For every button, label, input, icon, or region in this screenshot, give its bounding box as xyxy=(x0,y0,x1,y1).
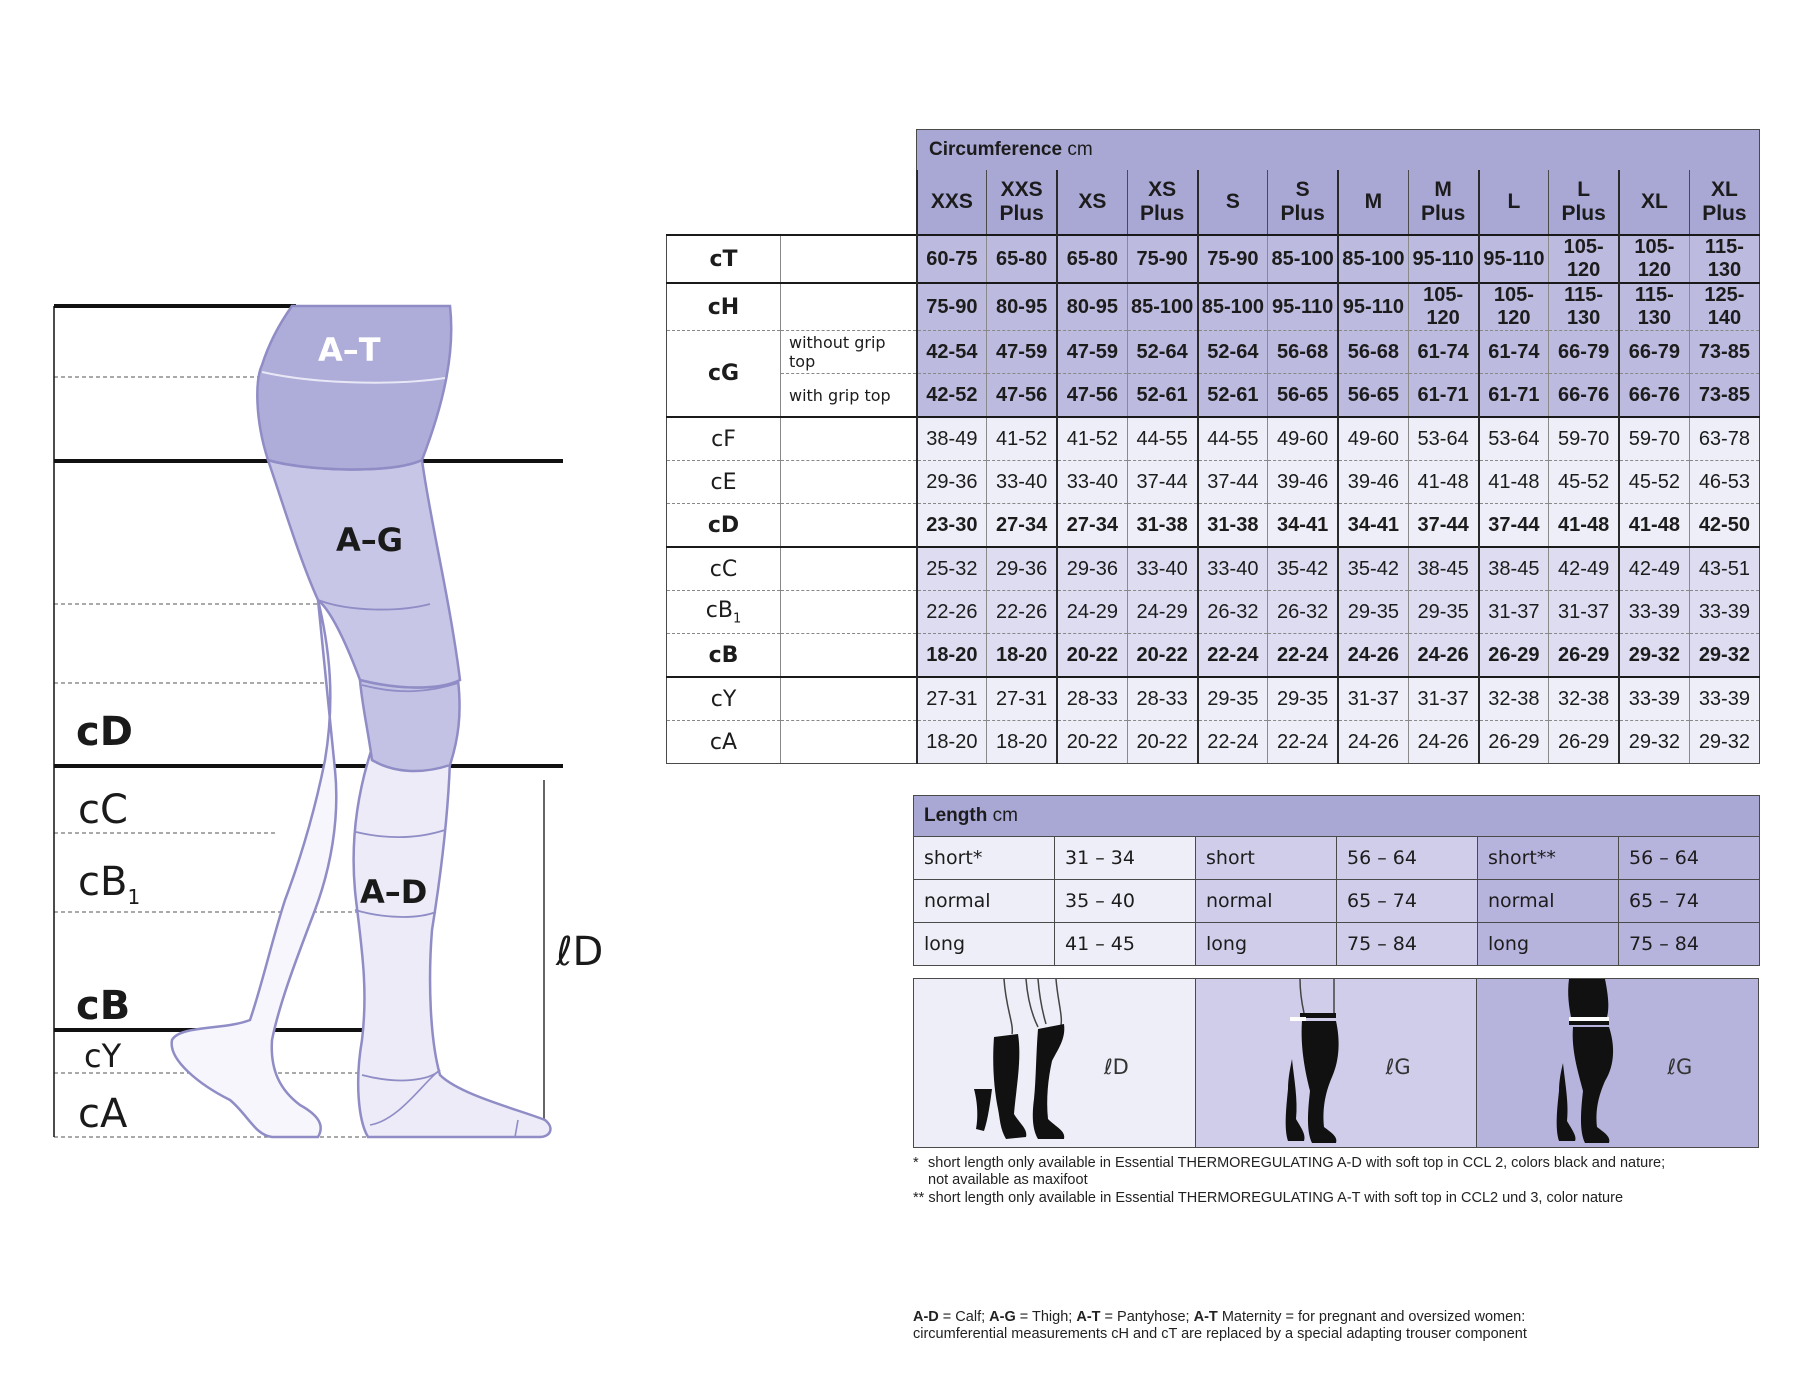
footnote-1-mark: * xyxy=(913,1155,919,1171)
pictogram-pantyhose-label: ℓG xyxy=(1667,1055,1693,1079)
table-cell: 95-110 xyxy=(1479,235,1549,283)
table-cell: 56-68 xyxy=(1268,331,1338,374)
length-type-cell: normal xyxy=(1478,880,1619,923)
length-unit: cm xyxy=(992,805,1018,826)
table-cell: 61-71 xyxy=(1408,374,1478,418)
length-type-cell: long xyxy=(1196,923,1337,966)
legend-at-maternity-text: Maternity = for pregnant and oversized women: xyxy=(1217,1309,1526,1325)
table-cell: 33-40 xyxy=(1057,461,1127,504)
table-cell: 105-120 xyxy=(1479,283,1549,331)
table-cell: 42-49 xyxy=(1549,547,1619,591)
pictogram-thigh-label: ℓG xyxy=(1385,1055,1411,1079)
table-cell: 66-76 xyxy=(1549,374,1619,418)
table-cell: 115-130 xyxy=(1689,235,1759,283)
size-header xyxy=(1549,170,1619,235)
table-cell: 31-37 xyxy=(1408,677,1478,721)
size-name: XL xyxy=(1710,178,1738,201)
thigh-stocking-icon xyxy=(1236,979,1396,1145)
row-label-text: cE xyxy=(710,469,737,495)
length-range-cell: 31 – 34 xyxy=(1055,837,1196,880)
size-plus: Plus xyxy=(1420,202,1466,225)
table-cell: 80-95 xyxy=(1057,283,1127,331)
row-label-ct xyxy=(667,235,781,283)
table-cell: 31-37 xyxy=(1338,677,1408,721)
table-cell: 18-20 xyxy=(917,721,987,764)
footnote-1-text-2: not available as maxifoot xyxy=(928,1172,1088,1188)
length-range-cell: 56 – 64 xyxy=(1619,837,1760,880)
table-cell: 53-64 xyxy=(1479,417,1549,461)
table-cell: 22-26 xyxy=(987,591,1057,634)
table-row xyxy=(667,591,1760,634)
table-cell: 28-33 xyxy=(1057,677,1127,721)
table-cell: 105-120 xyxy=(1619,235,1689,283)
table-cell: 31-38 xyxy=(1198,504,1268,548)
table-cell: 24-29 xyxy=(1127,591,1197,634)
table-cell: 49-60 xyxy=(1268,417,1338,461)
table-cell: 33-40 xyxy=(1127,547,1197,591)
table-cell: 56-65 xyxy=(1338,374,1408,418)
table-cell: 85-100 xyxy=(1198,283,1268,331)
table-cell: 24-26 xyxy=(1408,634,1478,678)
table-cell: 41-48 xyxy=(1479,461,1549,504)
table-row xyxy=(914,837,1760,880)
table-row xyxy=(667,634,1760,678)
table-cell: 95-110 xyxy=(1408,235,1478,283)
table-cell: 27-31 xyxy=(917,677,987,721)
table-cell: 24-26 xyxy=(1338,634,1408,678)
footnote-1-text: short length only available in Essential THERMOREGULATING A-D with soft top in CCL 2, colors black and nature; xyxy=(928,1155,1666,1171)
table-cell: 29-32 xyxy=(1689,634,1759,678)
table-row xyxy=(667,677,1760,721)
table-row xyxy=(667,235,1760,283)
table-row xyxy=(667,461,1760,504)
table-cell: 61-74 xyxy=(1408,331,1478,374)
table-cell: 42-49 xyxy=(1619,547,1689,591)
length-pictogram-strip xyxy=(913,978,1759,1148)
table-row xyxy=(914,923,1760,966)
table-cell: 56-68 xyxy=(1338,331,1408,374)
size-plus: Plus xyxy=(1561,202,1606,225)
table-cell: 75-90 xyxy=(917,283,987,331)
table-cell: 26-29 xyxy=(1479,634,1549,678)
table-cell: 31-37 xyxy=(1549,591,1619,634)
table-cell: 22-24 xyxy=(1198,634,1268,678)
length-range-cell: 65 – 74 xyxy=(1337,880,1478,923)
table-cell: 44-55 xyxy=(1198,417,1268,461)
table-cell: 31-38 xyxy=(1127,504,1197,548)
table-cell: 38-45 xyxy=(1408,547,1478,591)
table-cell: 26-32 xyxy=(1268,591,1338,634)
pictogram-calf xyxy=(914,979,1195,1147)
table-cell: 24-26 xyxy=(1338,721,1408,764)
table-row xyxy=(667,504,1760,548)
table-cell: 61-74 xyxy=(1479,331,1549,374)
table-row xyxy=(914,880,1760,923)
size-header xyxy=(987,170,1057,235)
table-cell: 33-40 xyxy=(1198,547,1268,591)
pantyhose-icon xyxy=(1517,979,1677,1145)
row-label-ca xyxy=(667,721,781,764)
row-label-text: cA xyxy=(709,729,738,755)
table-cell: 125-140 xyxy=(1689,283,1759,331)
circumference-table xyxy=(666,129,1760,764)
table-cell: 31-37 xyxy=(1479,591,1549,634)
table-cell: 18-20 xyxy=(917,634,987,678)
table-cell: 37-44 xyxy=(1198,461,1268,504)
table-cell: 41-48 xyxy=(1408,461,1478,504)
table-cell: 20-22 xyxy=(1057,634,1127,678)
table-cell: 29-35 xyxy=(1268,677,1338,721)
table-cell: 38-45 xyxy=(1479,547,1549,591)
table-cell: 66-79 xyxy=(1619,331,1689,374)
footnote-2: ** short length only available in Essential THERMOREGULATING A-T with soft top in CCL2 und 3, color nature xyxy=(913,1190,1624,1206)
length-title xyxy=(914,796,1760,837)
table-cell: 41-52 xyxy=(1057,417,1127,461)
table-cell: 80-95 xyxy=(987,283,1057,331)
circumference-unit: cm xyxy=(1067,139,1093,160)
table-cell: 73-85 xyxy=(1689,331,1759,374)
row-sublabel-empty xyxy=(781,721,917,764)
length-range-cell: 75 – 84 xyxy=(1619,923,1760,966)
table-cell: 28-33 xyxy=(1127,677,1197,721)
table-cell: 37-44 xyxy=(1408,504,1478,548)
size-header xyxy=(917,170,987,235)
row-label-text: cT xyxy=(709,246,738,272)
table-cell: 49-60 xyxy=(1338,417,1408,461)
row-label-ce xyxy=(667,461,781,504)
table-cell: 26-29 xyxy=(1479,721,1549,764)
size-name: M xyxy=(1364,190,1383,213)
zone-label-ag: A–G xyxy=(336,521,404,559)
table-cell: 18-20 xyxy=(987,634,1057,678)
row-label-cy xyxy=(667,677,781,721)
table-cell: 95-110 xyxy=(1338,283,1408,331)
footnote-1 xyxy=(913,1155,1759,1189)
length-range-cell: 75 – 84 xyxy=(1337,923,1478,966)
table-row xyxy=(667,547,1760,591)
table-row xyxy=(667,331,1760,374)
table-cell: 32-38 xyxy=(1479,677,1549,721)
legend-ag: A-G xyxy=(989,1309,1016,1325)
size-header-row xyxy=(667,170,1760,235)
table-cell: 61-71 xyxy=(1479,374,1549,418)
length-type-cell: long xyxy=(1478,923,1619,966)
table-row xyxy=(667,283,1760,331)
length-type-cell: short xyxy=(1196,837,1337,880)
table-cell: 105-120 xyxy=(1549,235,1619,283)
size-plus: Plus xyxy=(1139,202,1185,225)
table-cell: 22-26 xyxy=(917,591,987,634)
table-cell: 38-49 xyxy=(917,417,987,461)
row-sublabel-empty xyxy=(781,591,917,634)
table-cell: 33-39 xyxy=(1689,591,1759,634)
size-plus: Plus xyxy=(1702,202,1747,225)
table-cell: 22-24 xyxy=(1268,634,1338,678)
table-cell: 34-41 xyxy=(1268,504,1338,548)
size-name: S xyxy=(1225,190,1240,213)
level-label-cb1-base: cB xyxy=(78,859,128,905)
length-type-cell: long xyxy=(914,923,1055,966)
table-cell: 75-90 xyxy=(1127,235,1197,283)
table-cell: 85-100 xyxy=(1268,235,1338,283)
calf-stocking-icon xyxy=(954,979,1114,1145)
table-cell: 56-65 xyxy=(1268,374,1338,418)
table-cell: 22-24 xyxy=(1198,721,1268,764)
row-label-text: cC xyxy=(709,556,738,582)
length-body xyxy=(914,837,1760,966)
table-cell: 35-42 xyxy=(1268,547,1338,591)
table-cell: 26-32 xyxy=(1198,591,1268,634)
table-cell: 73-85 xyxy=(1689,374,1759,418)
table-cell: 43-51 xyxy=(1689,547,1759,591)
length-type-cell: normal xyxy=(914,880,1055,923)
table-cell: 39-46 xyxy=(1268,461,1338,504)
length-type-cell: short* xyxy=(914,837,1055,880)
table-cell: 66-79 xyxy=(1549,331,1619,374)
table-cell: 26-29 xyxy=(1549,634,1619,678)
level-label-ca: cA xyxy=(78,1091,128,1137)
table-cell: 65-80 xyxy=(1057,235,1127,283)
table-cell: 35-42 xyxy=(1338,547,1408,591)
size-header xyxy=(1408,170,1478,235)
table-cell: 32-38 xyxy=(1549,677,1619,721)
row-label-text: cF xyxy=(711,426,736,452)
table-cell: 95-110 xyxy=(1268,283,1338,331)
table-cell: 59-70 xyxy=(1619,417,1689,461)
circumference-body xyxy=(667,235,1760,764)
table-cell: 29-32 xyxy=(1619,721,1689,764)
legend-at: A-T xyxy=(1076,1309,1101,1325)
table-cell: 42-50 xyxy=(1689,504,1759,548)
table-cell: 27-34 xyxy=(987,504,1057,548)
table-cell: 65-80 xyxy=(987,235,1057,283)
size-header xyxy=(1338,170,1408,235)
table-cell: 24-29 xyxy=(1057,591,1127,634)
table-cell: 26-29 xyxy=(1549,721,1619,764)
table-cell: 34-41 xyxy=(1338,504,1408,548)
size-name: XXS xyxy=(1000,178,1043,201)
table-cell: 105-120 xyxy=(1408,283,1478,331)
table-cell: 29-35 xyxy=(1408,591,1478,634)
legend-at-text: = Pantyhose; xyxy=(1100,1309,1194,1325)
table-cell: 85-100 xyxy=(1338,235,1408,283)
size-plus: Plus xyxy=(1280,202,1325,225)
table-cell: 45-52 xyxy=(1619,461,1689,504)
legend-ad: A-D xyxy=(913,1309,939,1325)
pictogram-thigh xyxy=(1195,979,1477,1147)
level-label-cb1-sub: 1 xyxy=(127,885,141,909)
table-cell: 27-31 xyxy=(987,677,1057,721)
length-range-cell: 65 – 74 xyxy=(1619,880,1760,923)
table-cell: 22-24 xyxy=(1268,721,1338,764)
table-row xyxy=(667,721,1760,764)
length-table xyxy=(913,795,1760,966)
table-cell: 115-130 xyxy=(1549,283,1619,331)
table-cell: 33-39 xyxy=(1619,677,1689,721)
size-name: L xyxy=(1577,178,1591,201)
table-cell: 42-54 xyxy=(917,331,987,374)
row-sublabel-empty xyxy=(781,634,917,678)
size-header xyxy=(1198,170,1268,235)
row-sublabel-cg: with grip top xyxy=(781,374,917,418)
table-cell: 85-100 xyxy=(1127,283,1197,331)
level-label-cc: cC xyxy=(78,787,128,833)
row-label-cd xyxy=(667,504,781,548)
table-cell: 63-78 xyxy=(1689,417,1759,461)
legend-ag-text: = Thigh; xyxy=(1015,1309,1077,1325)
legend-at-maternity: A-T xyxy=(1193,1309,1218,1325)
length-type-cell: short** xyxy=(1478,837,1619,880)
row-label-text: cB xyxy=(708,642,739,668)
size-name: XXS xyxy=(930,190,973,213)
size-header xyxy=(1619,170,1689,235)
table-cell: 29-35 xyxy=(1338,591,1408,634)
table-cell: 41-52 xyxy=(987,417,1057,461)
row-label-text: cY xyxy=(710,686,737,712)
length-title-text: Length xyxy=(924,805,988,826)
table-cell: 25-32 xyxy=(917,547,987,591)
pictogram-calf-label: ℓD xyxy=(1104,1055,1129,1079)
size-name: S xyxy=(1295,178,1310,201)
legend-ad-text: = Calf; xyxy=(938,1309,990,1325)
table-cell: 41-48 xyxy=(1549,504,1619,548)
table-cell: 29-36 xyxy=(1057,547,1127,591)
row-sublabel-empty xyxy=(781,677,917,721)
zone-label-ad: A–D xyxy=(360,873,428,911)
size-name: M xyxy=(1434,178,1452,201)
table-cell: 37-44 xyxy=(1127,461,1197,504)
table-cell: 29-36 xyxy=(987,547,1057,591)
size-name: XS xyxy=(1078,190,1107,213)
size-name: XS xyxy=(1148,178,1177,201)
table-cell: 29-36 xyxy=(917,461,987,504)
level-label-cy: cY xyxy=(84,1037,122,1075)
table-cell: 20-22 xyxy=(1127,721,1197,764)
table-cell: 53-64 xyxy=(1408,417,1478,461)
row-sublabel-empty xyxy=(781,417,917,461)
size-name: L xyxy=(1507,190,1521,213)
circumference-title-text: Circumference xyxy=(929,139,1063,160)
row-label-ch xyxy=(667,283,781,331)
table-cell: 60-75 xyxy=(917,235,987,283)
row-sublabel-empty xyxy=(781,235,917,283)
row-label-cb1 xyxy=(667,591,781,634)
table-cell: 41-48 xyxy=(1619,504,1689,548)
length-label-ld: ℓD xyxy=(556,929,604,975)
table-cell: 115-130 xyxy=(1619,283,1689,331)
size-header xyxy=(1268,170,1338,235)
table-cell: 75-90 xyxy=(1198,235,1268,283)
row-sublabel-cg: without grip top xyxy=(781,331,917,374)
length-range-cell: 35 – 40 xyxy=(1055,880,1196,923)
table-cell: 23-30 xyxy=(917,504,987,548)
row-sublabel-empty xyxy=(781,547,917,591)
table-cell: 47-59 xyxy=(1057,331,1127,374)
row-label-cg: cG xyxy=(667,331,781,418)
table-cell: 20-22 xyxy=(1127,634,1197,678)
row-label-text: cH xyxy=(707,294,740,320)
table-cell: 47-56 xyxy=(987,374,1057,418)
size-header xyxy=(1127,170,1197,235)
table-row xyxy=(667,417,1760,461)
row-label-text: cD xyxy=(707,512,740,538)
table-cell: 37-44 xyxy=(1479,504,1549,548)
table-cell: 33-39 xyxy=(1619,591,1689,634)
table-cell: 52-61 xyxy=(1127,374,1197,418)
table-cell: 52-61 xyxy=(1198,374,1268,418)
row-label-cb xyxy=(667,634,781,678)
table-cell: 27-34 xyxy=(1057,504,1127,548)
table-cell: 66-76 xyxy=(1619,374,1689,418)
legend-line-2: circumferential measurements cH and cT are replaced by a special adapting trouser component xyxy=(913,1326,1527,1342)
table-cell: 47-56 xyxy=(1057,374,1127,418)
table-row xyxy=(667,374,1760,418)
length-type-cell: normal xyxy=(1196,880,1337,923)
row-sublabel-empty xyxy=(781,461,917,504)
size-header xyxy=(1689,170,1759,235)
circumference-title xyxy=(917,130,1760,171)
pictogram-pantyhose xyxy=(1476,979,1758,1147)
table-cell: 44-55 xyxy=(1127,417,1197,461)
table-cell: 29-32 xyxy=(1689,721,1759,764)
table-cell: 39-46 xyxy=(1338,461,1408,504)
level-label-cb1 xyxy=(78,859,141,909)
zone-label-at: A–T xyxy=(318,331,381,369)
table-cell: 29-32 xyxy=(1619,634,1689,678)
length-range-cell: 56 – 64 xyxy=(1337,837,1478,880)
row-sublabel-empty xyxy=(781,283,917,331)
leg-diagram xyxy=(0,0,640,1200)
table-cell: 47-59 xyxy=(987,331,1057,374)
size-header xyxy=(1057,170,1127,235)
size-header xyxy=(1479,170,1549,235)
table-cell: 29-35 xyxy=(1198,677,1268,721)
length-range-cell: 41 – 45 xyxy=(1055,923,1196,966)
size-plus: Plus xyxy=(999,202,1044,225)
table-cell: 52-64 xyxy=(1127,331,1197,374)
size-name: XL xyxy=(1640,190,1668,213)
table-cell: 45-52 xyxy=(1549,461,1619,504)
table-cell: 52-64 xyxy=(1198,331,1268,374)
table-cell: 42-52 xyxy=(917,374,987,418)
table-cell: 18-20 xyxy=(987,721,1057,764)
level-label-cb: cB xyxy=(76,983,131,1029)
table-cell: 33-39 xyxy=(1689,677,1759,721)
row-label-text: cB xyxy=(705,597,733,623)
table-cell: 46-53 xyxy=(1689,461,1759,504)
table-cell: 33-40 xyxy=(987,461,1057,504)
row-label-cc xyxy=(667,547,781,591)
table-cell: 20-22 xyxy=(1057,721,1127,764)
row-label-cf xyxy=(667,417,781,461)
table-cell: 59-70 xyxy=(1549,417,1619,461)
row-sublabel-empty xyxy=(781,504,917,548)
row-label-subscript: 1 xyxy=(732,611,742,627)
level-label-cd: cD xyxy=(76,709,133,755)
abbreviation-legend xyxy=(913,1309,1773,1343)
table-cell: 24-26 xyxy=(1408,721,1478,764)
